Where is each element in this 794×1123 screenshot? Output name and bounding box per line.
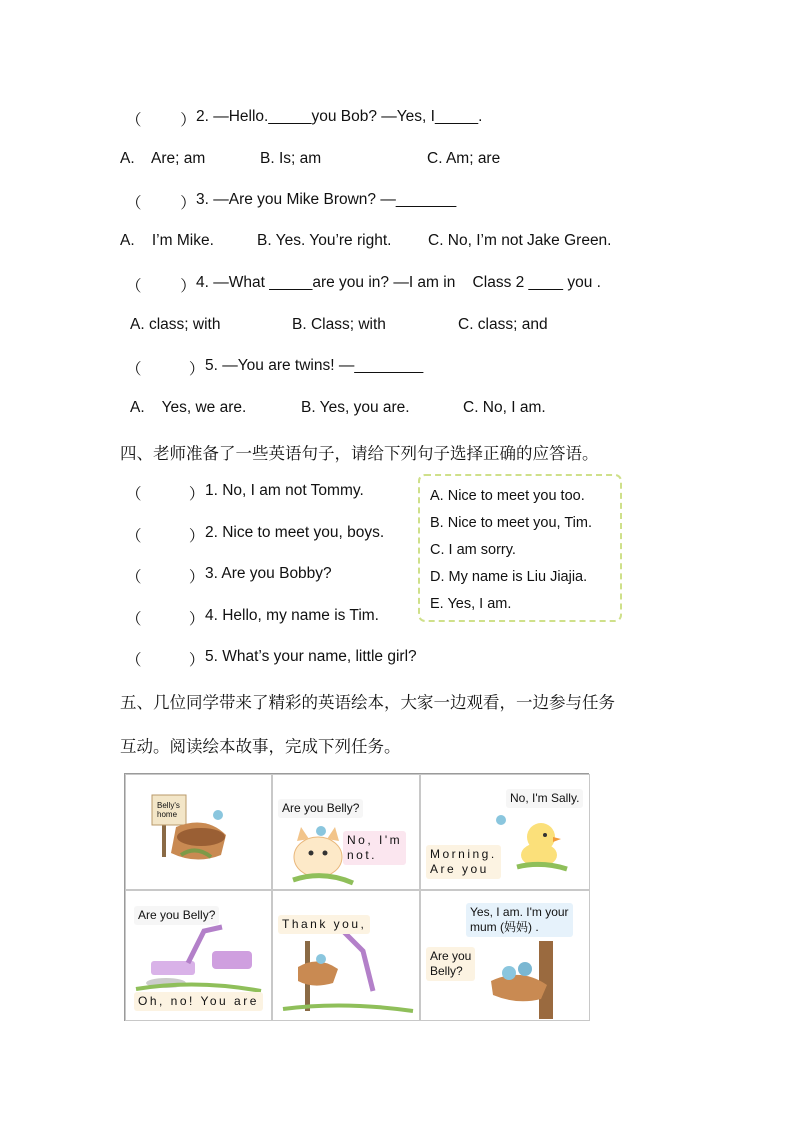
answer-options-box [418,474,622,622]
option-b: B. Class; with [292,316,386,333]
option-a: A. class; with [130,316,221,333]
option-b: B. Yes, you are. [301,399,410,416]
answer-paren: （ ） [126,611,205,628]
item-text: 5. What’s your name, little girl? [205,648,417,665]
question-text: 3. —Are you Mike Brown? —_______ [196,191,457,208]
speech-bubble: Thank you, [278,915,370,934]
comic-panel-5 [272,890,420,1021]
choice-a: A. Nice to meet you too. [430,488,585,504]
comic-panel-3 [420,774,590,890]
option-c: C. Am; are [427,150,501,167]
answer-paren: （ ） [126,278,196,295]
comic-panel-2 [272,774,420,890]
section-5-heading-line2: 互动。阅读绘本故事，完成下列任务。 [120,737,401,756]
answer-paren: （ ） [126,528,205,545]
answer-paren: （ ） [126,486,205,503]
comic-panel-1 [125,774,272,890]
choice-d: D. My name is Liu Jiajia. [430,569,588,585]
picture-book-comic [124,773,589,1021]
option-b: B. Is; am [260,150,322,167]
speech-bubble: No, I'm not. [343,831,406,865]
speech-bubble: No, I'm Sally. [506,789,583,808]
nest-tree-illustration [126,775,272,890]
answer-paren: （ ） [126,112,196,129]
nest-sign: Belly's home [157,801,180,819]
comic-panel-4 [125,890,272,1021]
nest-digger-illustration [273,891,420,1021]
section-5-heading-line1: 五、几位同学带来了精彩的英语绘本，大家一边观看，一边参与任务 [120,693,615,712]
answer-paren: （ ） [126,569,205,586]
item-text: 1. No, I am not Tommy. [205,482,364,499]
item-text: 3. Are you Bobby? [205,565,332,582]
speech-bubble: Oh, no! You are [134,992,263,1011]
choice-c: C. I am sorry. [430,542,516,558]
option-c: C. class; and [458,316,548,333]
speech-bubble: Are you Belly? [278,799,363,818]
option-c: C. No, I’m not Jake Green. [428,232,612,249]
option-a: A. Yes, we are. [130,399,247,416]
answer-paren: （ ） [126,652,205,669]
option-b: B. Yes. You’re right. [257,232,392,249]
question-text: 2. —Hello._____you Bob? —Yes, I_____. [196,108,483,125]
comic-panel-6 [420,890,590,1021]
speech-bubble: Are you Belly? [426,947,475,981]
item-text: 4. Hello, my name is Tim. [205,607,379,624]
choice-b: B. Nice to meet you, Tim. [430,515,592,531]
question-text: 4. —What _____are you in? —I am in Class 2 ____ you . [196,274,601,291]
choice-e: E. Yes, I am. [430,596,512,612]
option-c: C. No, I am. [463,399,546,416]
option-a: A. Are; am [120,150,206,167]
question-text: 5. —You are twins! —________ [205,357,424,374]
option-a: A. I’m Mike. [120,232,214,249]
speech-bubble: Morning. Are you [426,845,501,879]
answer-paren: （ ） [126,195,196,212]
speech-bubble: Are you Belly? [134,906,219,925]
section-4-heading: 四、老师准备了一些英语句子，请给下列句子选择正确的应答语。 [120,444,599,463]
speech-bubble: Yes, I am. I'm your mum (妈妈) . [466,903,573,937]
item-text: 2. Nice to meet you, boys. [205,524,385,541]
answer-paren: （ ） [126,361,205,378]
